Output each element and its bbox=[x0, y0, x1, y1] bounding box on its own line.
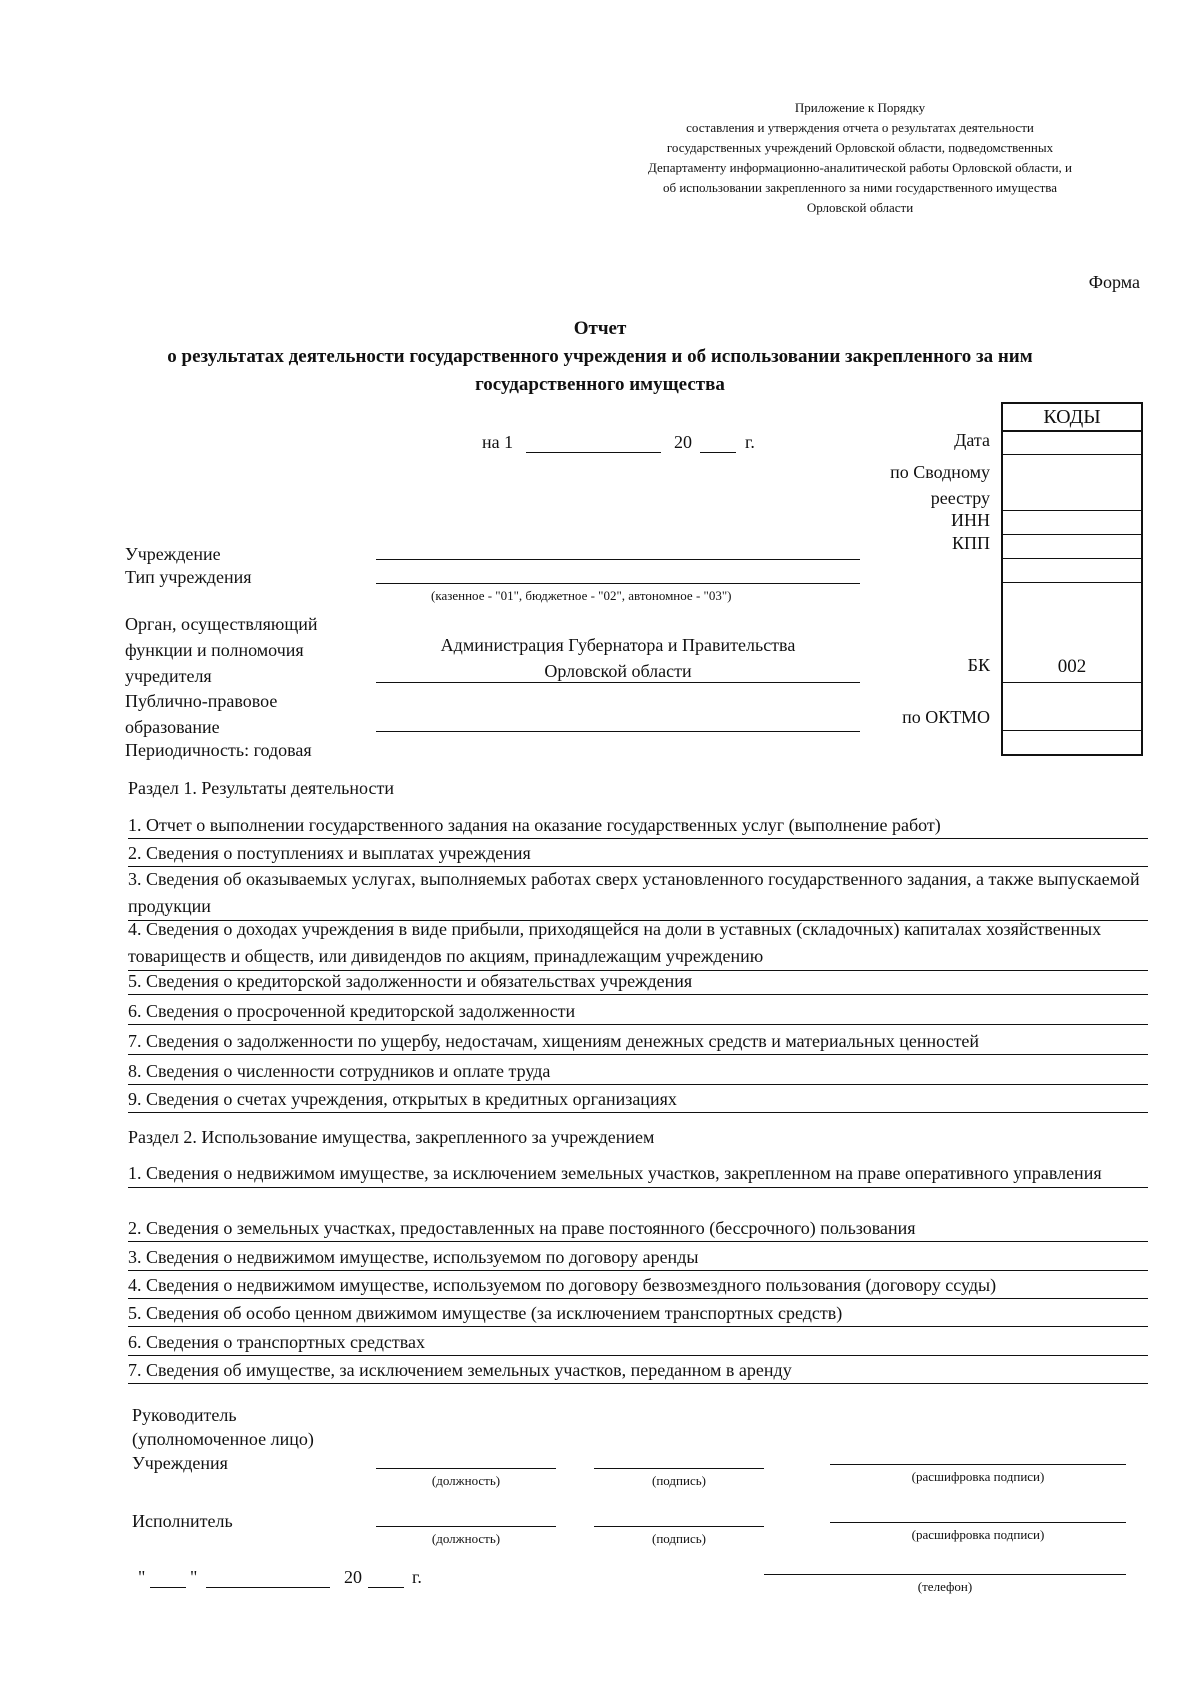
section-1-item: 2. Сведения о поступлениях и выплатах учреждения bbox=[128, 840, 1148, 867]
organ-value: Администрация Губернатора и Правительства bbox=[440, 635, 796, 655]
section-2-item: 4. Сведения о недвижимом имуществе, используемом по договору безвозмездного пользования (договору ссуды) bbox=[128, 1272, 1148, 1299]
section-1-item: 9. Сведения о счетах учреждения, открытых в кредитных организациях bbox=[128, 1086, 1148, 1113]
head-label-3: Учреждения bbox=[132, 1453, 228, 1473]
codes-row-divider bbox=[1003, 510, 1141, 511]
sign-date-year-prefix: 20 bbox=[344, 1567, 362, 1587]
report-title: Отчет bbox=[573, 318, 627, 339]
date-blank-year[interactable] bbox=[700, 452, 736, 453]
institution-type-field[interactable] bbox=[376, 583, 860, 584]
codes-row-divider bbox=[1003, 558, 1141, 559]
date-quote-open: " bbox=[138, 1567, 146, 1587]
institution-type-hint: (казенное - "01", бюджетное - "02", автономное - "03") bbox=[431, 588, 732, 603]
section-2-item: 1. Сведения о недвижимом имуществе, за исключением земельных участков, закрепленном на праве оперативного управления bbox=[128, 1160, 1148, 1188]
code-label-inn: ИНН bbox=[951, 510, 990, 530]
section-1-item: 1. Отчет о выполнении государственного задания на оказание государственных услуг (выполнение работ) bbox=[128, 812, 1148, 839]
code-label-kpp: КПП bbox=[951, 533, 990, 553]
date-prefix: на 1 bbox=[482, 432, 514, 452]
code-label-date: Дата bbox=[954, 430, 990, 450]
form-label: Форма bbox=[1088, 272, 1140, 292]
organ-value-2: Орловской области bbox=[544, 661, 692, 681]
head-decoding-field[interactable]: (расшифровка подписи) bbox=[830, 1464, 1126, 1483]
appendix-line: об использовании закрепленного за ними государственного имущества bbox=[662, 180, 1058, 195]
report-subtitle-2: государственного имущества bbox=[475, 374, 725, 395]
head-label-2: (уполномоченное лицо) bbox=[132, 1429, 314, 1449]
codes-header: КОДЫ bbox=[1003, 404, 1141, 432]
organ-label-3: учредителя bbox=[125, 666, 212, 686]
section-1-item: 5. Сведения о кредиторской задолженности и обязательствах учреждения bbox=[128, 968, 1148, 995]
organ-label-2: функции и полномочия bbox=[125, 640, 304, 660]
executor-label: Исполнитель bbox=[132, 1511, 233, 1531]
head-position-field[interactable]: (должность) bbox=[376, 1468, 556, 1487]
section-1-item: 3. Сведения об оказываемых услугах, выполняемых работах сверх установленного государственного задания, а также выпускаемой продукции bbox=[128, 866, 1148, 921]
codes-row-divider bbox=[1003, 682, 1141, 683]
codes-row-divider bbox=[1003, 454, 1141, 455]
code-label-oktmo: по ОКТМО bbox=[902, 707, 990, 727]
appendix-line: Приложение к Порядку bbox=[794, 100, 926, 115]
section-1-item: 4. Сведения о доходах учреждения в виде прибыли, приходящейся на доли в уставных (складочных) капиталах хозяйственных товариществ и обществ, или дивидендов по акциям, принадлежащим учреждению bbox=[128, 916, 1148, 971]
institution-type-label: Тип учреждения bbox=[125, 567, 252, 587]
public-entity-label-2: образование bbox=[125, 717, 220, 737]
section-2-title: Раздел 2. Использование имущества, закрепленного за учреждением bbox=[128, 1127, 655, 1147]
code-label-bk: БК bbox=[967, 655, 990, 675]
code-label-svod-2: реестру bbox=[930, 488, 990, 508]
executor-decoding-field[interactable]: (расшифровка подписи) bbox=[830, 1522, 1126, 1541]
executor-position-field[interactable]: (должность) bbox=[376, 1526, 556, 1545]
public-entity-field[interactable] bbox=[376, 731, 860, 732]
codes-row-divider bbox=[1003, 534, 1141, 535]
section-2-item: 7. Сведения об имуществе, за исключением земельных участков, переданном в аренду bbox=[128, 1357, 1148, 1384]
date-quote-close: " bbox=[190, 1567, 198, 1587]
section-2-item: 2. Сведения о земельных участках, предоставленных на праве постоянного (бессрочного) пользования bbox=[128, 1215, 1148, 1242]
appendix-line: Департаменту информационно-аналитической работы Орловской области, и bbox=[647, 160, 1073, 175]
sign-date-suffix: г. bbox=[412, 1567, 422, 1587]
bk-code-value: 002 bbox=[1057, 656, 1087, 677]
institution-field[interactable] bbox=[376, 559, 860, 560]
head-label: Руководитель bbox=[132, 1405, 237, 1425]
appendix-note bbox=[580, 98, 1140, 218]
appendix-line: Орловской области bbox=[806, 200, 914, 215]
phone-field[interactable]: (телефон) bbox=[764, 1574, 1126, 1593]
sign-date-year-field[interactable] bbox=[368, 1587, 404, 1588]
codes-box bbox=[1001, 402, 1143, 756]
section-1-item: 6. Сведения о просроченной кредиторской задолженности bbox=[128, 998, 1148, 1025]
institution-label: Учреждение bbox=[125, 544, 221, 564]
appendix-line: составления и утверждения отчета о результатах деятельности bbox=[686, 120, 1034, 135]
appendix-line: государственных учреждений Орловской области, подведомственных bbox=[666, 140, 1054, 155]
section-2-item: 3. Сведения о недвижимом имуществе, используемом по договору аренды bbox=[128, 1244, 1148, 1271]
date-suffix: г. bbox=[745, 432, 755, 452]
codes-row-divider bbox=[1003, 730, 1141, 731]
code-label-svod: по Сводному bbox=[890, 462, 990, 482]
section-1-title: Раздел 1. Результаты деятельности bbox=[128, 778, 394, 798]
date-year-prefix: 20 bbox=[674, 432, 692, 452]
date-blank-day[interactable] bbox=[526, 452, 661, 453]
periodicity-label: Периодичность: годовая bbox=[125, 740, 312, 760]
head-signature-field[interactable]: (подпись) bbox=[594, 1468, 764, 1487]
public-entity-label: Публично-правовое bbox=[125, 691, 278, 711]
organ-field[interactable] bbox=[376, 682, 860, 683]
section-2-item: 6. Сведения о транспортных средствах bbox=[128, 1329, 1148, 1356]
section-1-item: 8. Сведения о численности сотрудников и оплате труда bbox=[128, 1058, 1148, 1085]
executor-signature-field[interactable]: (подпись) bbox=[594, 1526, 764, 1545]
section-2-item: 5. Сведения об особо ценном движимом имуществе (за исключением транспортных средств) bbox=[128, 1300, 1148, 1327]
section-1-item: 7. Сведения о задолженности по ущербу, недостачам, хищениям денежных средств и материальных ценностей bbox=[128, 1028, 1148, 1055]
sign-date-day-field[interactable] bbox=[150, 1587, 186, 1588]
sign-date-month-field[interactable] bbox=[206, 1587, 330, 1588]
codes-row-divider bbox=[1003, 582, 1141, 583]
organ-label: Орган, осуществляющий bbox=[125, 614, 318, 634]
report-subtitle: о результатах деятельности государственного учреждения и об использовании закрепленного за ним bbox=[167, 346, 1033, 367]
